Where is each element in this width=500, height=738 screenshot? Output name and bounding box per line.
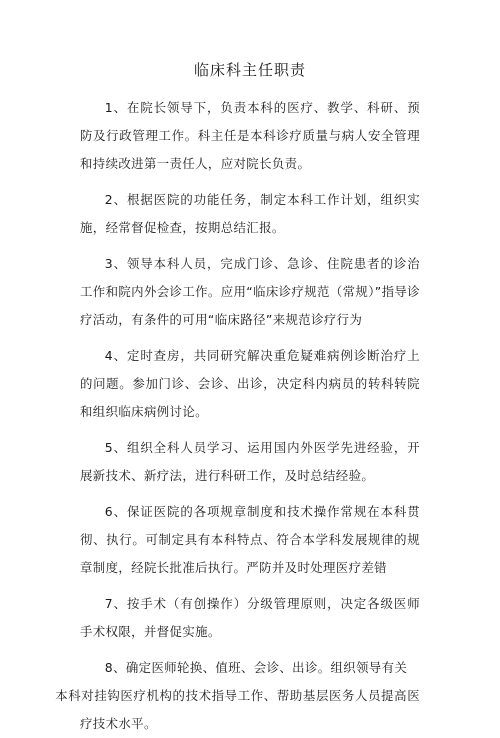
duty-paragraph-6: 6、保证医院的各项规章制度和技术操作常规在本科贯彻、执行。可制定具有本科特点、符合本学科发展规律的规章制度，经院长批准后执行。严防并及时处理医疗差错 bbox=[80, 504, 420, 575]
duty-paragraph-3: 3、领导本科人员，完成门诊、急诊、住院患者的诊治工作和院内外会诊工作。应用“临床诊疗规范（常规）”指导诊疗活动，有条件的可用“临床路径”来规范诊疗行为 bbox=[80, 256, 420, 327]
duty-paragraph-4: 4、定时查房，共同研究解决重危疑难病例诊断治疗上的问题。参加门诊、会诊、出诊，决定科内病员的转科转院和组织临床病例讨论。 bbox=[80, 348, 420, 419]
duty-paragraph-8 bbox=[55, 654, 420, 738]
duty-paragraph-7: 7、按手术（有创操作）分级管理原则，决定各级医师手术权限，并督促实施。 bbox=[80, 596, 420, 639]
duty-paragraph-1: 1、在院长领导下，负责本科的医疗、教学、科研、预防及行政管理工作。科主任是本科诊疗质量与病人安全管理和持续改进第一责任人，应对院长负责。 bbox=[80, 100, 420, 171]
duty-paragraph-5: 5、组织全科人员学习、运用国内外医学先进经验，开展新技术、新疗法，进行科研工作，及时总结经验。 bbox=[80, 440, 420, 483]
document-title: 临床科主任职责 bbox=[193, 61, 306, 79]
duty-paragraph-8-line-2: 本科对挂钩医疗机构的技术指导工作、帮助基层医务人员提高医疗技术水平。 bbox=[55, 688, 420, 731]
duty-paragraph-2: 2、根据医院的功能任务，制定本科工作计划，组织实施，经常督促检查，按期总结汇报。 bbox=[80, 192, 420, 235]
duty-paragraph-8-line-1: 8、确定医师轮换、值班、会诊、出诊。组织领导有关 bbox=[104, 660, 408, 675]
